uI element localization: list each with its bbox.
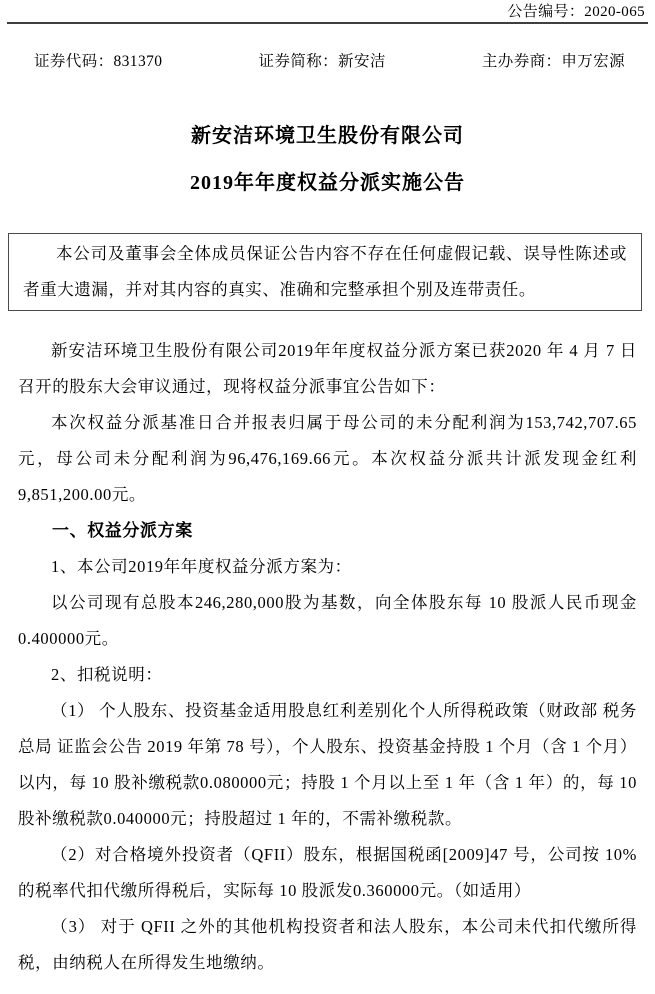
section1-heading: 一、权益分派方案 [52,521,193,540]
lead-broker: 主办券商：申万宏源 [481,53,625,70]
disclaimer-box [8,233,642,311]
section1-item1: 1、本公司2019年年度权益分派方案为： [51,557,352,576]
company-title: 新安洁环境卫生股份有限公司 [191,125,464,147]
security-info-row [34,53,625,71]
stock-code: 证券代码：831370 [34,53,163,70]
header-divider [7,22,648,24]
section1-item2: 2、扣税说明： [51,665,163,684]
intro-paragraph-1: 新安洁环境卫生股份有限公司2019年年度权益分派方案已获2020 年 4 月 7 日召开的股东大会审议通过，现将权益分派事宜公告如下： [18,341,637,396]
section1-item1-detail: 以公司现有总股本246,280,000股为基数，向全体股东每 10 股派人民币现金0.400000元。 [18,593,637,648]
disclaimer-text: 本公司及董事会全体成员保证公告内容不存在任何虚假记载、误导性陈述或者重大遗漏，并对其内容的真实、准确和完整承担个别及连带责任。 [23,244,627,299]
announcement-number: 公告编号：2020-065 [507,4,645,20]
stock-short-name: 证券简称：新安洁 [258,53,386,70]
intro-paragraph-2: 本次权益分派基准日合并报表归属于母公司的未分配利润为153,742,707.65元，母公司未分配利润为96,476,169.66元。本次权益分派共计派发现金红利9,851,200.00元。 [18,413,637,504]
announcement-title: 2019年年度权益分派实施公告 [190,172,465,194]
tax-note-3: （3） 对于 QFII 之外的其他机构投资者和法人股东，本公司未代扣代缴所得税，由纳税人在所得发生地缴纳。 [18,917,637,972]
document-body [18,333,637,981]
tax-note-2: （2）对合格境外投资者（QFII）股东，根据国税函[2009]47 号，公司按 10%的税率代扣代缴所得税后，实际每 10 股派发0.360000元。（如适用） [18,845,637,900]
tax-note-1: （1） 个人股东、投资基金适用股息红利差别化个人所得税政策（财政部 税务总局 证监会公告 2019 年第 78 号），个人股东、投资基金持股 1 个月（含 1 个月）以内，每 10 股补缴税款0.080000元；持股 1 个月以上至 1 年（含 1 年）的，每 10 股补缴税款0.040000元；持股超过 1 年的，不需补缴税款。 [18,701,637,828]
